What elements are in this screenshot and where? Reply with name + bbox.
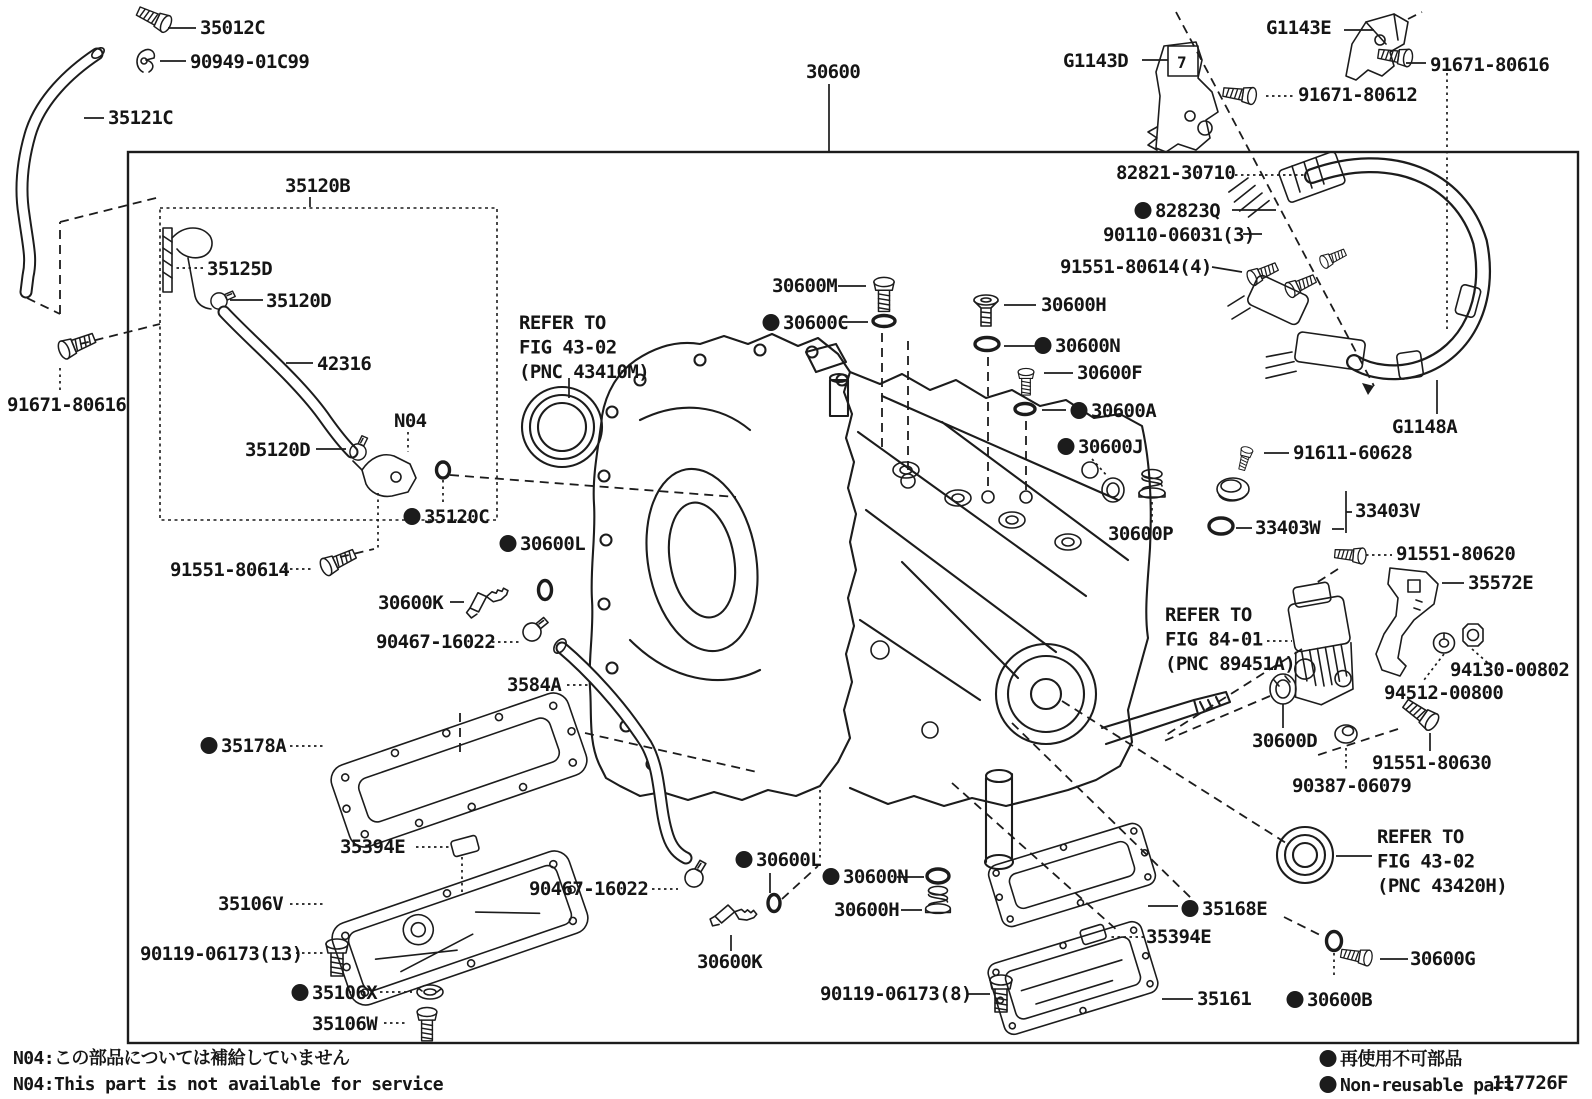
part-label-30600c-24: 30600C	[783, 312, 849, 334]
bolt-91671-80612	[1222, 84, 1257, 105]
part-label-35125d-5: 35125D	[207, 258, 273, 280]
part-label-35121c-2: 35121C	[108, 107, 174, 129]
part-label-35120d-6: 35120D	[266, 290, 332, 312]
clip-90949-01C99	[137, 50, 154, 72]
plug-35106W	[417, 1008, 437, 1041]
part-label-3584a-15: 3584A	[507, 674, 562, 696]
plug-30600P	[1139, 470, 1165, 499]
part-label-35161-45: 35161	[1197, 988, 1252, 1010]
part-label-7-57: 7	[1177, 53, 1187, 72]
bolt-30600F	[1018, 368, 1034, 395]
o-ring-30600L-bottom	[768, 895, 780, 912]
bolt-35012C	[134, 3, 173, 34]
clamp-35120D-2	[345, 434, 375, 463]
part-label-30600-22: 30600	[806, 61, 861, 83]
part-label-91611-60628-31: 91611-60628	[1293, 442, 1413, 464]
part-label-30600n-48: 30600N	[843, 866, 909, 888]
non-reusable-dot	[500, 535, 517, 552]
clamp-90467-16022-top	[520, 617, 551, 643]
part-label-117726f-66: 117726F	[1492, 1072, 1568, 1094]
part-label-33403v-32: 33403V	[1355, 500, 1421, 522]
part-label-jp-64: 再使用不可部品	[1340, 1049, 1462, 1070]
magnet-35394E-left	[450, 835, 479, 857]
non-reusable-dot	[1135, 202, 1152, 219]
part-label-90467-16022-14: 90467-16022	[376, 631, 496, 653]
union-30600K-top	[464, 588, 511, 619]
o-ring-33403W	[1209, 518, 1233, 534]
part-label-90119-06173-8-46: 90119-06173(8)	[820, 983, 972, 1005]
part-label-30600h-25: 30600H	[1041, 294, 1107, 316]
o-ring-30600L-top	[539, 581, 552, 600]
non-reusable-dot	[763, 314, 780, 331]
non-reusable-dot	[823, 868, 840, 885]
callout-refer-to-1: REFER TO	[1165, 604, 1252, 626]
part-label-g1143d-56: G1143D	[1063, 50, 1129, 72]
part-label-30600d-38: 30600D	[1252, 730, 1318, 752]
non-reusable-dot	[1287, 991, 1304, 1008]
part-label-91551-80614-11: 91551-80614	[170, 559, 290, 581]
part-label-30600h-49: 30600H	[834, 899, 900, 921]
part-label-30600p-30: 30600P	[1108, 523, 1174, 545]
non-reusable-dot	[1182, 900, 1199, 917]
non-reusable-dot	[1035, 337, 1052, 354]
non-reusable-dot	[404, 508, 421, 525]
pipe-35125D	[163, 228, 212, 309]
part-label-30600l-47: 30600L	[756, 849, 822, 871]
callout-refer-to-0: REFER TO	[519, 312, 606, 334]
callout-fig-43-02-2: FIG 43-02	[1377, 850, 1475, 873]
part-label-30600g-41: 30600G	[1410, 948, 1476, 970]
bolt-91551-80614	[318, 545, 358, 577]
part-label-90467-16022-51: 90467-16022	[529, 878, 649, 900]
bracket-N04	[353, 455, 416, 497]
part-label-30600a-28: 30600A	[1091, 400, 1157, 422]
part-label-30600k-50: 30600K	[697, 951, 763, 973]
nut-94130-00802	[1463, 624, 1483, 646]
bolt-91551-80620	[1334, 546, 1366, 565]
non-reusable-dot	[736, 851, 753, 868]
part-label-90119-06173-13-19: 90119-06173(13)	[140, 943, 303, 965]
callout-refer-to-2: REFER TO	[1377, 826, 1464, 848]
part-label-35572e-35: 35572E	[1468, 572, 1534, 594]
part-label-n04-8: N04	[394, 410, 427, 432]
non-reusable-dot	[1071, 402, 1088, 419]
part-label-33403w-33: 33403W	[1255, 517, 1321, 539]
o-ring-30600B	[1327, 932, 1342, 951]
callout-fig-43-02-0: FIG 43-02	[519, 336, 617, 359]
gasket-35178A	[327, 689, 591, 852]
part-label-30600k-13: 30600K	[378, 592, 444, 614]
arrowhead	[1362, 383, 1374, 395]
bracket-G1143E	[1346, 14, 1408, 80]
part-label-42316-7: 42316	[317, 353, 372, 375]
part-label-90387-06079-40: 90387-06079	[1292, 775, 1412, 797]
part-label-91671-80616-59: 91671-80616	[1430, 54, 1550, 76]
oil-seal-43410M	[522, 387, 602, 467]
part-label-91551-80630-39: 91551-80630	[1372, 752, 1492, 774]
part-label-35168e-43: 35168E	[1202, 898, 1268, 920]
part-label-n04-this-part-is-not-available-for-service-63: N04:This part is not available for service	[13, 1074, 443, 1095]
part-label-30600m-23: 30600M	[772, 275, 838, 297]
oil-seal-43420H	[1277, 827, 1333, 883]
part-label-35106w-21: 35106W	[312, 1013, 378, 1035]
union-30600K-bottom	[709, 901, 758, 936]
part-label-g1143e-58: G1143E	[1266, 17, 1332, 39]
part-label-90949-01c99-1: 90949-01C99	[190, 51, 310, 73]
o-ring-30600C	[873, 316, 895, 327]
part-label-non-reusable-part-65: Non-reusable part	[1340, 1075, 1515, 1096]
part-label-91551-80614-4-55: 91551-80614(4)	[1060, 256, 1212, 278]
part-label-35106x-20: 35106X	[312, 982, 378, 1004]
non-reusable-dot	[201, 737, 218, 754]
callout-fig-84-01-1: FIG 84-01	[1165, 628, 1263, 651]
part-label-30600l-12: 30600L	[520, 533, 586, 555]
part-label-30600j-29: 30600J	[1078, 436, 1144, 458]
part-label-82821-30710-52: 82821-30710	[1116, 162, 1236, 184]
part-label-82823q-53: 82823Q	[1155, 200, 1221, 222]
part-label-35394e-17: 35394E	[340, 836, 406, 858]
bolt-30600M	[874, 277, 894, 311]
part-label-91671-80616-3: 91671-80616	[7, 394, 127, 416]
part-label-91671-80612-60: 91671-80612	[1298, 84, 1418, 106]
part-label-g1148a-61: G1148A	[1392, 416, 1458, 438]
o-ring-30600A	[1015, 404, 1035, 415]
part-label-94130-00802-36: 94130-00802	[1450, 659, 1570, 681]
plug-30600H-bottom	[926, 886, 951, 913]
seal-30600D	[1270, 674, 1296, 704]
part-label-n04-62: N04:この部品については補給していません	[13, 1048, 350, 1069]
callout-pnc-89451a-1: (PNC 89451A)	[1165, 653, 1296, 675]
bolt-30600G	[1340, 945, 1374, 966]
non-reusable-dot	[292, 984, 309, 1001]
screw-30600H-top	[974, 295, 998, 326]
non-reusable-dot	[1320, 1050, 1337, 1067]
part-label-94512-00800-37: 94512-00800	[1384, 682, 1504, 704]
lever-35572E	[1376, 568, 1438, 676]
part-label-30600f-27: 30600F	[1077, 362, 1143, 384]
o-ring-35120C	[437, 462, 450, 478]
cap-33403V	[1217, 478, 1249, 501]
washer-94512-00800	[1434, 633, 1455, 653]
o-ring-30600N-top	[975, 338, 999, 351]
callout-pnc-43420h-2: (PNC 43420H)	[1377, 875, 1508, 897]
part-label-35120d-9: 35120D	[245, 439, 311, 461]
part-label-35394e-44: 35394E	[1146, 926, 1212, 948]
part-label-35012c-0: 35012C	[200, 17, 266, 39]
bolt-91611-60628	[1236, 446, 1254, 472]
part-label-35120b-4: 35120B	[285, 175, 351, 197]
part-label-30600n-26: 30600N	[1055, 335, 1121, 357]
callout-pnc-43410m-0: (PNC 43410M)	[519, 361, 650, 383]
part-label-30600b-42: 30600B	[1307, 989, 1373, 1011]
part-label-90110-06031-3-54: 90110-06031(3)	[1103, 224, 1255, 246]
part-label-35120c-10: 35120C	[424, 506, 490, 528]
non-reusable-dot	[1058, 438, 1075, 455]
part-label-35178a-16: 35178A	[221, 735, 287, 757]
part-label-91551-80620-34: 91551-80620	[1396, 543, 1516, 565]
washer-35106X	[417, 985, 443, 999]
non-reusable-dot	[1320, 1076, 1337, 1093]
spacer-90387-06079	[1335, 725, 1357, 743]
bolt-91671-80616-left	[56, 329, 97, 360]
part-label-35106v-18: 35106V	[218, 893, 284, 915]
o-ring-30600N-bottom	[927, 869, 949, 883]
